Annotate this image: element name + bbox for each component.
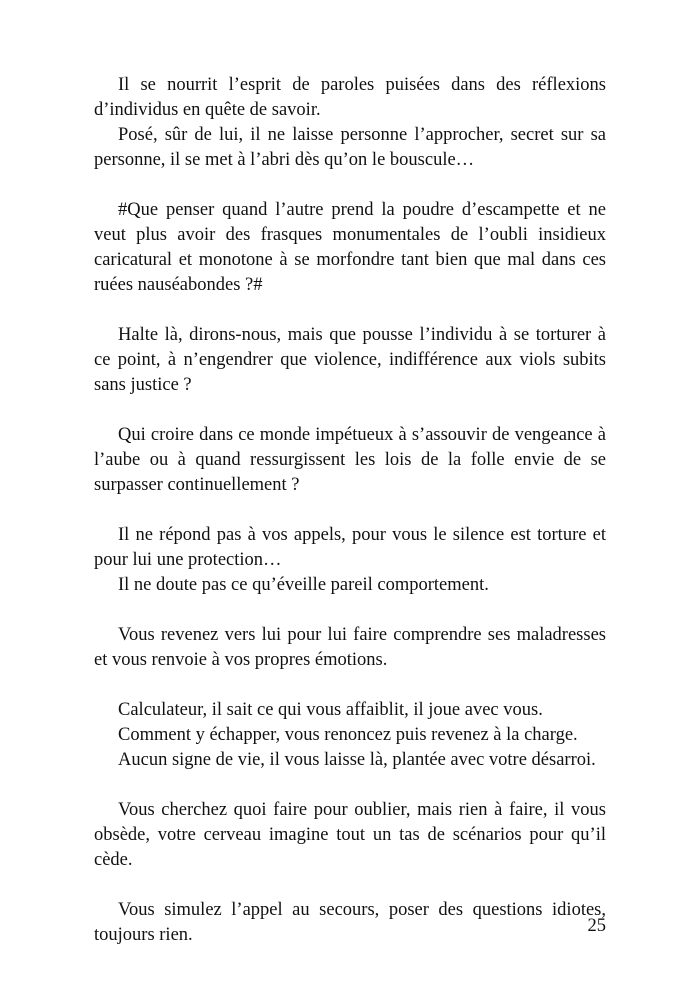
paragraph: Qui croire dans ce monde impétueux à s’assouvir de vengeance à l’aube ou à quand ressurgissent les lois de la folle envie de se surpasser continuellement ? [94, 425, 606, 495]
page-number: 25 [587, 916, 606, 936]
paragraph: Calculateur, il sait ce qui vous affaiblit, il joue avec vous. [118, 700, 543, 720]
paragraph: Il ne doute pas ce qu’éveille pareil comportement. [118, 575, 489, 595]
paragraph: Halte là, dirons-nous, mais que pousse l’individu à se torturer à ce point, à n’engendrer que violence, indifférence aux viols subits sans justice ? [94, 325, 606, 395]
paragraph: Comment y échapper, vous renoncez puis revenez à la charge. [118, 725, 578, 745]
paragraph: #Que penser quand l’autre prend la poudre d’escampette et ne veut plus avoir des frasques monumentales de l’oubli insidieux caricatural et monotone à se morfondre tant bien que mal dans ces ruées nauséabondes ?# [94, 200, 606, 295]
text-block [94, 698, 606, 773]
paragraph: Vous simulez l’appel au secours, poser des questions idiotes, toujours rien. [94, 900, 606, 945]
text-block [94, 198, 606, 298]
page-body [94, 73, 606, 948]
text-block [94, 323, 606, 398]
text-block [94, 898, 606, 948]
text-block [94, 623, 606, 673]
text-block [94, 423, 606, 498]
text-block [94, 798, 606, 873]
paragraph: Vous cherchez quoi faire pour oublier, mais rien à faire, il vous obsède, votre cerveau imagine tout un tas de scénarios pour qu’il cède. [94, 800, 606, 870]
paragraph: Posé, sûr de lui, il ne laisse personne l’approcher, secret sur sa personne, il se met à l’abri dès qu’on le bouscule… [94, 125, 606, 170]
text-block [94, 523, 606, 598]
paragraph: Il se nourrit l’esprit de paroles puisées dans des réflexions d’individus en quête de savoir. [94, 75, 606, 120]
paragraph: Vous revenez vers lui pour lui faire comprendre ses maladresses et vous renvoie à vos propres émotions. [94, 625, 606, 670]
paragraph: Il ne répond pas à vos appels, pour vous le silence est torture et pour lui une protection… [94, 525, 606, 570]
paragraph: Aucun signe de vie, il vous laisse là, plantée avec votre désarroi. [118, 750, 596, 770]
text-block [94, 73, 606, 173]
